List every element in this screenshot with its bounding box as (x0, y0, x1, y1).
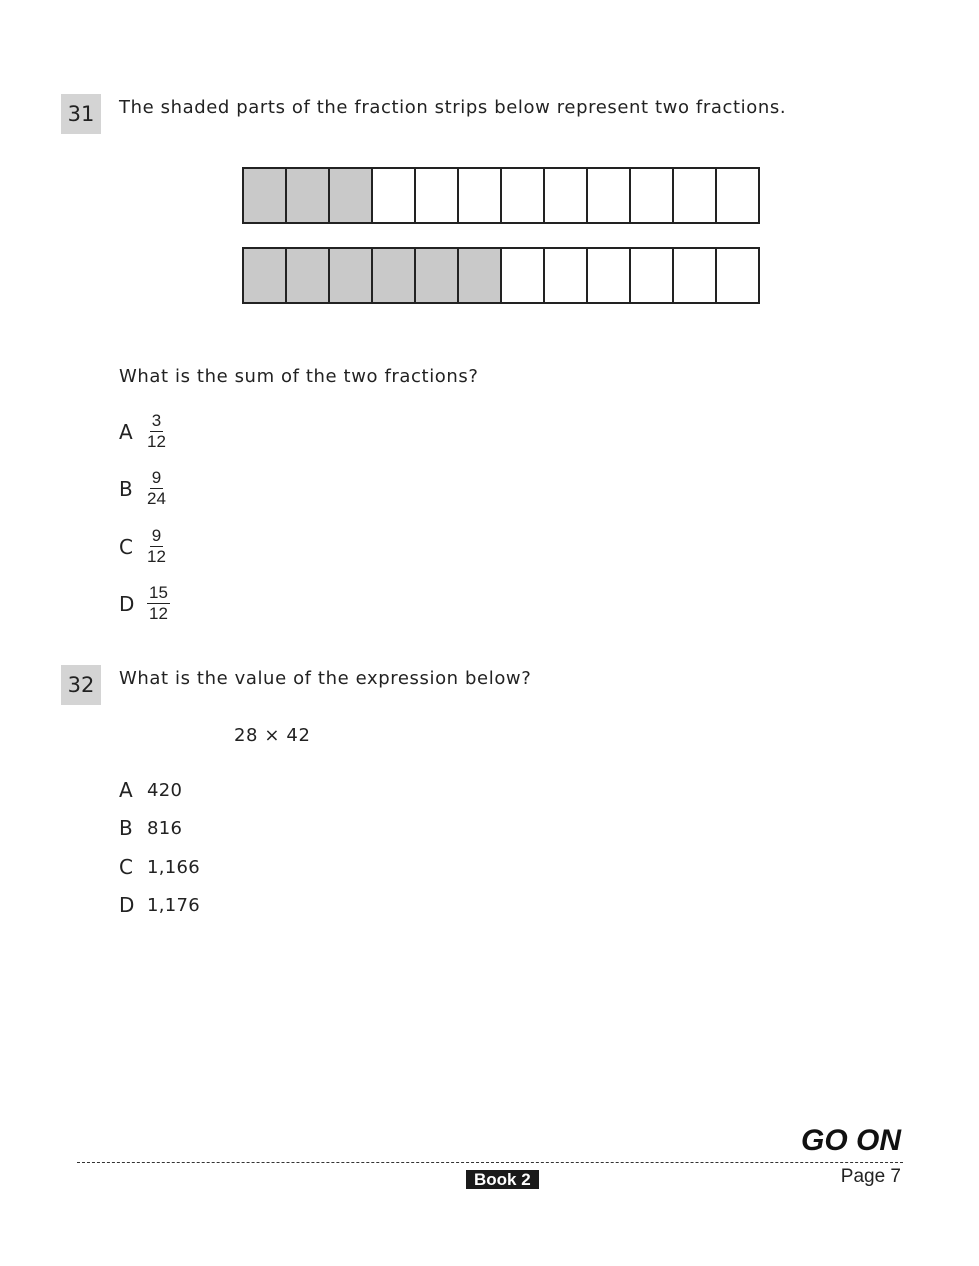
option-letter: C (119, 855, 133, 879)
option-value: 816 (147, 817, 183, 839)
go-on-label: GO ON (800, 1124, 901, 1157)
strip-2-part (588, 249, 631, 302)
option-fraction (147, 584, 170, 623)
strip-2-part (244, 249, 287, 302)
strip-2-part (416, 249, 459, 302)
option-fraction (147, 412, 166, 451)
fraction-denominator: 12 (147, 547, 166, 566)
answer-option-b[interactable] (119, 816, 182, 840)
question-31-text: What is the sum of the two fractions? (119, 366, 479, 387)
strip-2-part (545, 249, 588, 302)
answer-option-d[interactable] (119, 893, 200, 917)
option-letter: B (119, 816, 133, 840)
strip-1-part (459, 169, 502, 222)
strip-2-part (631, 249, 674, 302)
strip-1-part (373, 169, 416, 222)
answer-option-d[interactable] (119, 584, 170, 623)
strip-2-part (287, 249, 330, 302)
strip-1-part (717, 169, 758, 222)
strip-2-part (459, 249, 502, 302)
option-letter: C (119, 534, 133, 559)
fraction-numerator: 3 (151, 411, 162, 430)
option-value: 1,166 (147, 856, 201, 878)
page-number: Page 7 (840, 1166, 901, 1187)
fraction-numerator: 9 (151, 468, 162, 487)
strip-2-part (502, 249, 545, 302)
question-number-32: 32 (61, 665, 101, 705)
option-letter: D (119, 893, 135, 917)
strip-1-part (545, 169, 588, 222)
book-label: Book 2 (466, 1170, 539, 1189)
strip-2-part (373, 249, 416, 302)
strip-2-part (717, 249, 758, 302)
strip-1-part (416, 169, 459, 222)
fraction-strip-2 (242, 247, 760, 304)
strip-1-part (674, 169, 717, 222)
answer-option-c[interactable] (119, 855, 200, 879)
strip-2-part (330, 249, 373, 302)
fraction-numerator: 9 (151, 526, 162, 545)
answer-option-a[interactable] (119, 412, 166, 451)
answer-option-c[interactable] (119, 527, 166, 566)
option-value: 1,176 (147, 894, 201, 916)
option-letter: A (119, 778, 133, 802)
option-value: 420 (147, 779, 183, 801)
question-32-prompt: What is the value of the expression below? (119, 668, 532, 689)
question-31-prompt: The shaded parts of the fraction strips below represent two fractions. (119, 97, 787, 118)
strip-1-part (502, 169, 545, 222)
footer-divider (77, 1162, 903, 1163)
option-fraction (147, 527, 166, 566)
answer-option-b[interactable] (119, 469, 166, 508)
strip-1-part (330, 169, 373, 222)
question-number-31: 31 (61, 94, 101, 134)
option-letter: D (119, 591, 135, 616)
expression: 28 × 42 (234, 725, 311, 746)
fraction-strip-1 (242, 167, 760, 224)
strip-1-part (588, 169, 631, 222)
strip-1-part (631, 169, 674, 222)
answer-option-a[interactable] (119, 778, 182, 802)
fraction-denominator: 12 (149, 604, 168, 623)
option-letter: B (119, 476, 133, 501)
strip-1-part (244, 169, 287, 222)
fraction-denominator: 12 (147, 432, 166, 451)
strip-2-part (674, 249, 717, 302)
option-fraction (147, 469, 166, 508)
strip-1-part (287, 169, 330, 222)
fraction-denominator: 24 (147, 489, 166, 508)
option-letter: A (119, 419, 133, 444)
fraction-numerator: 15 (149, 583, 168, 602)
